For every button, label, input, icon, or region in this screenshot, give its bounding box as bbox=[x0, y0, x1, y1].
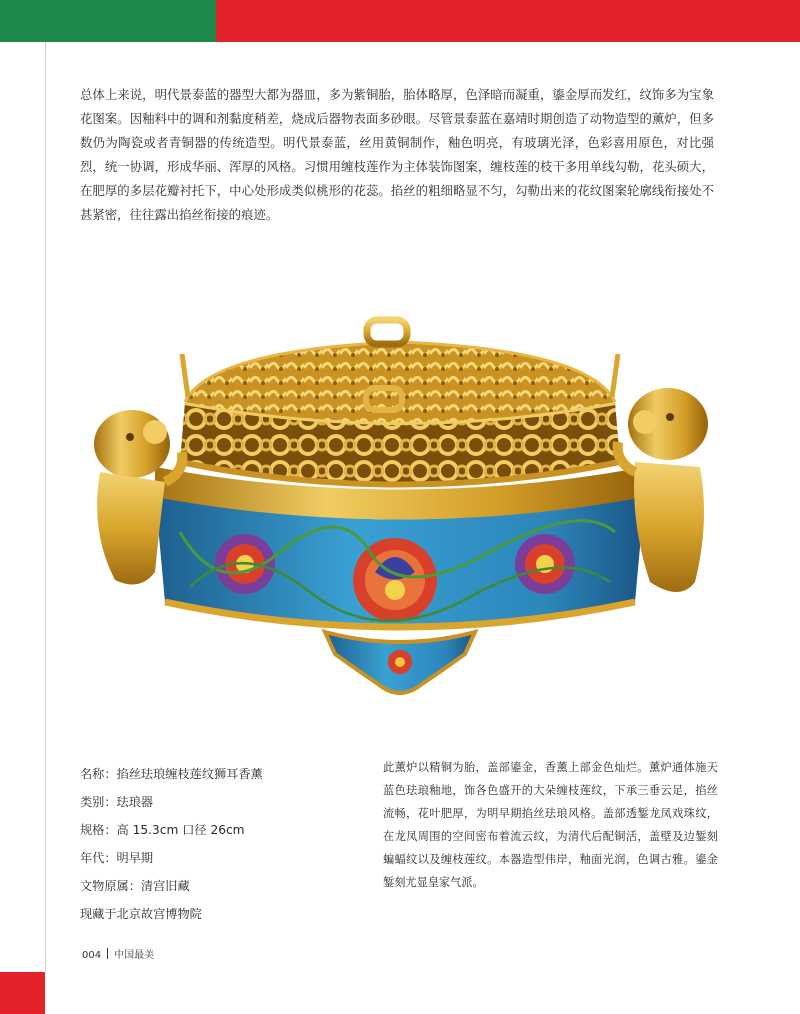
footer-divider bbox=[107, 948, 108, 959]
spec-collection: 现藏于北京故宫博物院 bbox=[80, 907, 202, 921]
header-green-bar bbox=[0, 0, 216, 42]
spec-name: 名称：掐丝珐琅缠枝莲纹狮耳香薰 bbox=[80, 767, 263, 781]
page-footer bbox=[82, 946, 154, 961]
censer-illustration bbox=[70, 302, 730, 732]
spec-era: 年代：明早期 bbox=[80, 851, 154, 865]
book-title: 中国最美 bbox=[114, 950, 155, 961]
page-number: 004 bbox=[82, 950, 102, 961]
lotus-motif-center bbox=[353, 538, 437, 622]
censer-photo bbox=[70, 302, 730, 732]
header-red-bar bbox=[216, 0, 800, 42]
margin-rule bbox=[45, 42, 46, 972]
intro-paragraph: 总体上来说，明代景泰蓝的器型大都为器皿，多为紫铜胎，胎体略厚，色泽暗而凝重，鎏金厚而发红，纹饰多为宝象花图案。因釉料中的调和剂黏度稍差，烧成后器物表面多砂眼。尽管景泰蓝在嘉靖时期创造了动物造型的薰炉，但多数仍为陶瓷或者青铜器的传统造型。明代景泰蓝，丝用黄铜制作，釉色明亮，有玻璃光泽，色彩喜用原色，对比强烈，统一协调，形成华丽、浑厚的风格。习惯用缠枝莲作为主体装饰图案，缠枝莲的枝干多用单线勾勒，花头硕大，在肥厚的多层花瓣衬托下，中心处形成类似桃形的花蕊。掐丝的粗细略显不匀，勾勒出来的花纹图案轮廓线衔接处不甚紧密，往往露出掐丝衔接的痕迹。 bbox=[80, 87, 714, 222]
footer-red-block bbox=[0, 972, 45, 1014]
spec-size: 规格：高 15.3cm 口径 26cm bbox=[80, 823, 245, 837]
lotus-motif bbox=[515, 534, 575, 594]
spec-provenance: 文物原属：清宫旧藏 bbox=[80, 879, 190, 893]
artifact-specs bbox=[80, 760, 340, 928]
spec-category: 类别：珐琅器 bbox=[80, 795, 154, 809]
artifact-description: 此薰炉以精铜为胎，盖部鎏金，香薰上部金色灿烂。薰炉通体施天蓝色珐琅釉地，饰各色盛开的大朵缠枝莲纹，下承三垂云足，掐丝流畅，花叶肥厚，为明早期掐丝珐琅风格。盖部透錾龙凤戏珠纹，在龙凤周围的空间密布着流云纹，为清代后配铜活，盖壁及边錾刻蝙蝠纹以及缠枝莲纹。本器造型伟岸，釉面光润，色调古雅。鎏金錾刻尤显皇家气派。 bbox=[383, 761, 718, 889]
